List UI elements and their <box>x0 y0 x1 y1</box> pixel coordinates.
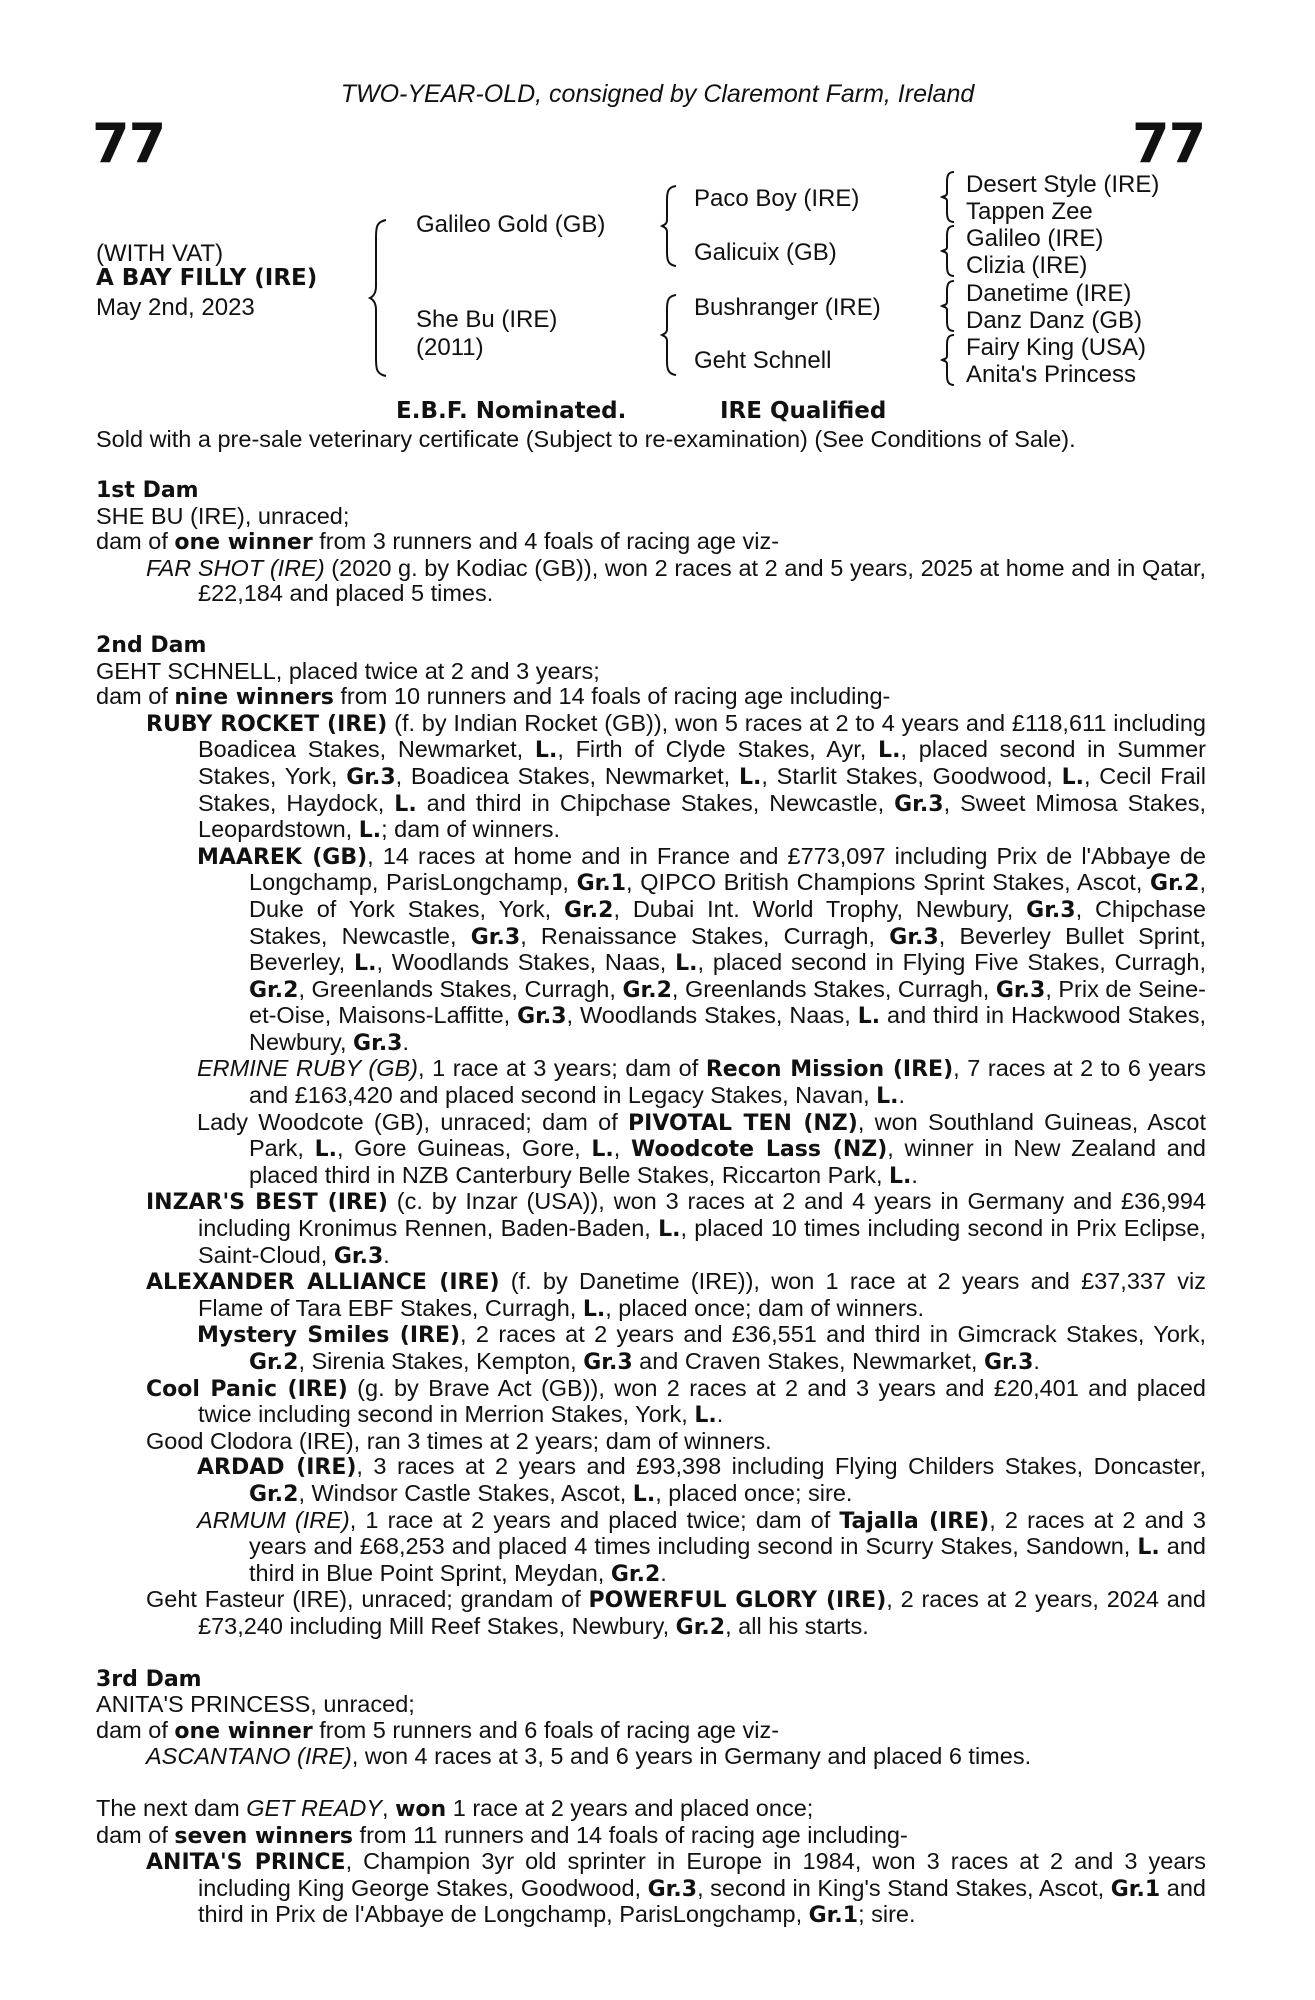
produce-entry-ruby-rocket: RUBY ROCKET (IRE) (f. by Indian Rocket (GB)), won 5 races at 2 to 4 years and £118,611 including Boadicea Stakes, Newmarket, L., Firth of Clyde Stakes, Ayr, L., placed second in Summer Stakes, York, Gr.3, Boadicea Stakes, Newmarket, L., Starlit Stakes, Goodwood, L., Cecil Frail Stakes, Haydock, L. and third in Chipchase Stakes, Newcastle, Gr.3, Sweet Mimosa Stakes, Leopardstown, L.; dam of winners. <box>146 709 1206 844</box>
sire-name: Galileo Gold (GB) <box>416 211 606 238</box>
produce-entry-inzars-best: INZAR'S BEST (IRE) (c. by Inzar (USA)), won 3 races at 2 and 4 years in Germany and £36,994 including Kronimus Rennen, Baden-Baden, L., placed 10 times including second in Prix Eclipse, Saint-Cloud, Gr.3. <box>146 1188 1206 1269</box>
dam-name: She Bu (IRE) <box>416 306 558 333</box>
catalogue-body <box>96 478 1206 1929</box>
horse-dob: May 2nd, 2023 <box>96 294 255 321</box>
pedigree-brace-main <box>368 218 390 378</box>
page-header-title: TWO-YEAR-OLD, consigned by Claremont Farm, Ireland <box>340 80 975 108</box>
vat-note: (WITH VAT) <box>96 240 224 267</box>
first-dam-heading: 1st Dam <box>96 478 199 503</box>
first-dam-line: SHE BU (IRE), unraced; <box>96 502 350 529</box>
produce-entry-anitas-prince: ANITA'S PRINCE, Champion 3yr old sprinter in Europe in 1984, won 3 races at 2 and 3 years including King George Stakes, Goodwood, Gr.3, second in King's Stand Stakes, Ascot, Gr.1 and third in Prix de l'Abbaye de Longchamp, ParisLongchamp, Gr.1; sire. <box>146 1848 1206 1929</box>
dam-year: (2011) <box>416 334 484 361</box>
produce-entry-ermine-ruby: ERMINE RUBY (GB), 1 race at 3 years; dam of Recon Mission (IRE), 7 races at 2 to 6 years and £163,420 and placed second in Legacy Stakes, Navan, L.. <box>197 1055 1206 1110</box>
sire-sire-name: Paco Boy (IRE) <box>694 185 860 212</box>
produce-entry-cool-panic: Cool Panic (IRE) (g. by Brave Act (GB)), won 2 races at 2 and 3 years and £20,401 and placed twice including second in Merrion Stakes, York, L.. <box>146 1374 1206 1429</box>
produce-entry-geht-fasteur: Geht Fasteur (IRE), unraced; grandam of POWERFUL GLORY (IRE), 2 races at 2 years, 2024 and £73,240 including Mill Reef Stakes, Newbury, Gr.2, all his starts. <box>146 1586 1207 1640</box>
vet-certificate-note: Sold with a pre-sale veterinary certificate (Subject to re-examination) (See Conditions of Sale). <box>96 426 1076 452</box>
ancestor-6: Danz Danz (GB) <box>966 307 1143 334</box>
pedigree-brace-g2 <box>940 224 958 278</box>
ancestor-1: Desert Style (IRE) <box>966 171 1160 198</box>
horse-name: A BAY FILLY (IRE) <box>96 265 318 291</box>
dam-sire-name: Bushranger (IRE) <box>694 294 881 321</box>
produce-entry: FAR SHOT (IRE) (2020 g. by Kodiac (GB)), won 2 races at 2 and 5 years, 2025 at home and in Qatar, £22,184 and placed 5 times. <box>146 554 1207 607</box>
ire-qualified: IRE Qualified <box>720 398 887 424</box>
second-dam-line: GEHT SCHNELL, placed twice at 2 and 3 years; <box>96 657 600 684</box>
ancestor-5: Danetime (IRE) <box>966 280 1132 307</box>
first-dam-produce-line: dam of one winner from 3 runners and 4 foals of racing age viz- <box>96 528 780 556</box>
ancestor-3: Galileo (IRE) <box>966 225 1104 252</box>
third-dam-heading: 3rd Dam <box>96 1666 202 1692</box>
next-dam-line: The next dam GET READY, won 1 race at 2 years and placed once; <box>96 1794 814 1822</box>
produce-entry-alexander-alliance: ALEXANDER ALLIANCE (IRE) (f. by Danetime (IRE)), won 1 race at 2 years and £37,337 viz Flame of Tara EBF Stakes, Curragh, L., placed once; dam of winners. <box>146 1268 1206 1322</box>
pedigree-brace-sire <box>660 184 680 268</box>
produce-entry-mystery-smiles: Mystery Smiles (IRE), 2 races at 2 years and £36,551 and third in Gimcrack Stakes, York, Gr.2, Sirenia Stakes, Kempton, Gr.3 and Craven Stakes, Newmarket, Gr.3. <box>197 1321 1206 1375</box>
ancestor-2: Tappen Zee <box>966 198 1093 225</box>
second-dam-produce-line: dam of nine winners from 10 runners and 14 foals of racing age including- <box>96 683 891 711</box>
pedigree-brace-g3 <box>940 279 958 333</box>
pedigree-brace-g4 <box>940 333 958 387</box>
produce-entry-ascantano: ASCANTANO (IRE), won 4 races at 3, 5 and 6 years in Germany and placed 6 times. <box>146 1743 1032 1770</box>
lot-number-left: 77 <box>92 112 166 175</box>
second-dam-heading: 2nd Dam <box>96 632 207 658</box>
ebf-nominated: E.B.F. Nominated. <box>396 398 627 424</box>
ancestor-8: Anita's Princess <box>966 361 1136 388</box>
produce-entry-lady-woodcote: Lady Woodcote (GB), unraced; dam of PIVOTAL TEN (NZ), won Southland Guineas, Ascot Park, L., Gore Guineas, Gore, L., Woodcote Lass (NZ), winner in New Zealand and placed third in NZB Canterbury Belle Stakes, Riccarton Park, L.. <box>197 1108 1207 1189</box>
sire-dam-name: Galicuix (GB) <box>694 239 837 266</box>
lot-number-right: 77 <box>1132 112 1206 175</box>
pedigree-brace-g1 <box>940 170 958 224</box>
third-dam-line: ANITA'S PRINCESS, unraced; <box>96 1691 415 1718</box>
next-dam-produce-line: dam of seven winners from 11 runners and 14 foals of racing age including- <box>96 1821 908 1849</box>
produce-entry-armum: ARMUM (IRE), 1 race at 2 years and placed twice; dam of Tajalla (IRE), 2 races at 2 and 3 years and £68,253 and placed 4 times including second in Scurry Stakes, Sandown, L. and third in Blue Point Sprint, Meydan, Gr.2. <box>197 1506 1207 1587</box>
ancestor-7: Fairy King (USA) <box>966 334 1147 361</box>
produce-entry-good-clodora: Good Clodora (IRE), ran 3 times at 2 years; dam of winners. <box>146 1427 772 1454</box>
dam-dam-name: Geht Schnell <box>694 347 832 374</box>
produce-entry-ardad: ARDAD (IRE), 3 races at 2 years and £93,398 including Flying Childers Stakes, Doncaster, Gr.2, Windsor Castle Stakes, Ascot, L., placed once; sire. <box>197 1453 1206 1507</box>
third-dam-produce-line: dam of one winner from 5 runners and 6 foals of racing age viz- <box>96 1716 780 1744</box>
produce-entry-maarek: MAAREK (GB), 14 races at home and in France and £773,097 including Prix de l'Abbaye de Longchamp, ParisLongchamp, Gr.1, QIPCO British Champions Sprint Stakes, Ascot, Gr.2, Duke of York Stakes, York, Gr.2, Dubai Int. World Trophy, Newbury, Gr.3, Chipchase Stakes, Newcastle, Gr.3, Renaissance Stakes, Curragh, Gr.3, Beverley Bullet Sprint, Beverley, L., Woodlands Stakes, Naas, L., placed second in Flying Five Stakes, Curragh, Gr.2, Greenlands Stakes, Curragh, Gr.2, Greenlands Stakes, Curragh, Gr.3, Prix de Seine-et-Oise, Maisons-Laffitte, Gr.3, Woodlands Stakes, Naas, L. and third in Hackwood Stakes, Newbury, Gr.3. <box>197 842 1207 1056</box>
pedigree-brace-dam <box>660 293 680 377</box>
ancestor-4: Clizia (IRE) <box>966 252 1088 279</box>
